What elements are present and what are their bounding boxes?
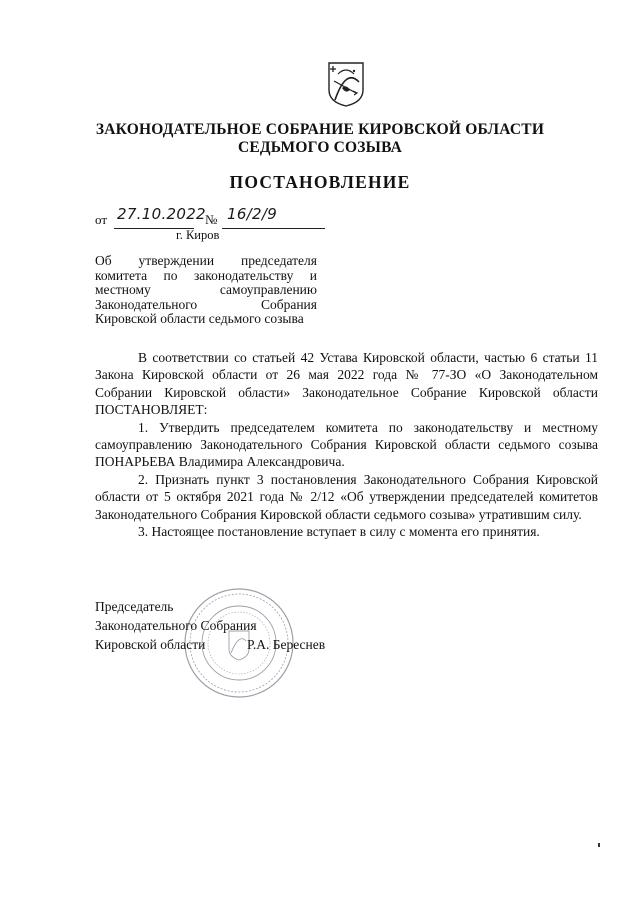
scan-mark <box>598 843 600 847</box>
city-line: г. Киров <box>176 228 220 242</box>
document-type-title: ПОСТАНОВЛЕНИЕ <box>229 172 411 192</box>
signatory-title-line3: Кировской области <box>95 636 206 652</box>
number-underline <box>222 228 325 229</box>
document-body <box>95 349 598 540</box>
convocation-line: СЕДЬМОГО СОЗЫВА <box>237 139 403 156</box>
handwritten-date: 27.10.2022 <box>117 205 206 223</box>
preamble-paragraph: В соответствии со статьей 42 Устава Кировской области, частью 6 статьи 11 Закона Кировской области от 26 мая 2022 года № 77-ЗО «О Законодательном Собрании Кировской области» Законодательное Собрание Кировской области ПОСТАНОВЛЯЕТ: <box>95 350 598 418</box>
resolution-item-3: 3. Настоящее постановление вступает в силу с момента его принятия. <box>138 524 540 540</box>
document-subject: Об утверждении председателя комитета по законодательству и местному самоуправлению Законодательного Собрания Кировской области седьмого созыва <box>95 253 317 327</box>
resolution-item-2: 2. Признать пункт 3 постановления Законодательного Собрания Кировской области от 5 октября 2021 года № 2/12 «Об утверждении председателей комитетов Законодательного Собрания Кировской области седьмого созыва» утратившим силу. <box>95 471 598 522</box>
date-number-line <box>95 205 355 230</box>
signatory-name: Р.А. Береснев <box>247 636 326 652</box>
organization-name: ЗАКОНОДАТЕЛЬНОЕ СОБРАНИЕ КИРОВСКОЙ ОБЛАСТИ <box>95 121 545 138</box>
coat-of-arms-icon <box>326 60 366 108</box>
signature-block <box>95 598 385 654</box>
signatory-title-line1: Председатель <box>95 599 174 614</box>
date-prefix: от <box>95 212 108 227</box>
handwritten-number: 16/2/9 <box>227 205 278 223</box>
signatory-title-line2: Законодательного Собрания <box>95 617 257 633</box>
number-prefix: № <box>205 212 218 227</box>
resolution-item-1: 1. Утвердить председателем комитета по законодательству и местному самоуправлению Законодательного Собрания Кировской области седьмого созыва ПОНАРЬЕВА Владимира Александровича. <box>95 419 598 470</box>
